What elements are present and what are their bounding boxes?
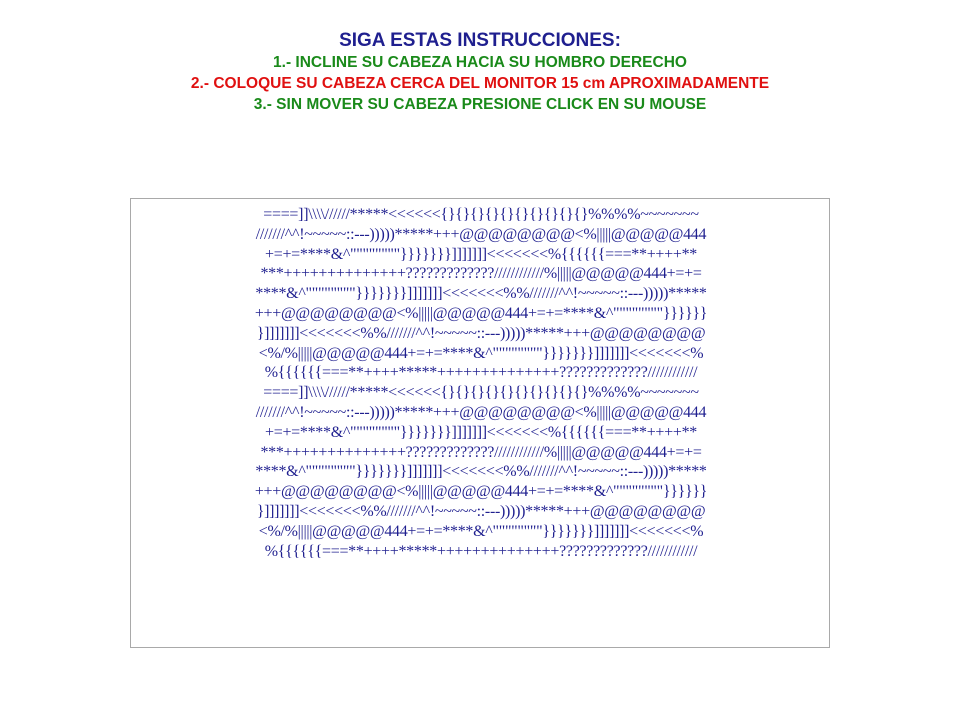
pattern-row: <%/%|||||@@@@@444+=+=****&^""""""""}}}}}}}]]]]]]]<<<<<<<% xyxy=(258,522,704,540)
instructions-block xyxy=(0,30,960,115)
illusion-pattern xyxy=(131,205,830,561)
pattern-row: +=+=****&^""""""""}}}}}}}]]]]]]]<<<<<<<%{{{{{{===**++++** xyxy=(265,245,697,263)
pattern-row: ====]]\\\\//////*****<<<<<<{}{}{}{}{}{}{}{}{}{}%%%%~~~~~~~ xyxy=(263,206,699,223)
pattern-row: ****&^""""""""}}}}}}}]]]]]]]<<<<<<<%%///////^^!~~~~~::---)))))***** xyxy=(255,463,707,481)
pattern-row: }]]]]]]]<<<<<<<%%///////^^!~~~~~::---)))))*****+++@@@@@@@@ xyxy=(256,502,706,520)
instructions-title: SIGA ESTAS INSTRUCCIONES: xyxy=(339,30,621,51)
pattern-row: +++@@@@@@@@<%|||||@@@@@444+=+=****&^""""""""}}}}}} xyxy=(254,304,708,322)
pattern-row: ====]]\\\\//////*****<<<<<<{}{}{}{}{}{}{}{}{}{}%%%%~~~~~~~ xyxy=(263,384,699,402)
pattern-row: ***++++++++++++++?????????????////////////%|||||@@@@@444+=+= xyxy=(260,443,702,461)
pattern-row: ///////^^!~~~~~::---)))))*****+++@@@@@@@@<%|||||@@@@@444 xyxy=(255,403,707,421)
pattern-row: ***++++++++++++++?????????????////////////%|||||@@@@@444+=+= xyxy=(260,265,702,283)
instruction-step-3: 3.- SIN MOVER SU CABEZA PRESIONE CLICK EN SU MOUSE xyxy=(253,96,707,113)
pattern-row: %{{{{{{===**++++*****++++++++++++++?????????????//////////// xyxy=(264,364,698,382)
instruction-step-1: 1.- INCLINE SU CABEZA HACIA SU HOMBRO DERECHO xyxy=(273,54,687,71)
pattern-row: %{{{{{{===**++++*****++++++++++++++?????????????//////////// xyxy=(264,542,698,560)
pattern-row: ****&^""""""""}}}}}}}]]]]]]]<<<<<<<%%///////^^!~~~~~::---)))))***** xyxy=(255,285,707,303)
pattern-row: <%/%|||||@@@@@444+=+=****&^""""""""}}}}}}}]]]]]]]<<<<<<<% xyxy=(258,344,704,362)
pattern-row: +=+=****&^""""""""}}}}}}}]]]]]]]<<<<<<<%{{{{{{===**++++** xyxy=(265,423,697,441)
illusion-pattern-box[interactable] xyxy=(130,198,830,648)
pattern-row: ///////^^!~~~~~::---)))))*****+++@@@@@@@@<%|||||@@@@@444 xyxy=(255,225,707,243)
pattern-row: }]]]]]]]<<<<<<<%%///////^^!~~~~~::---)))))*****+++@@@@@@@@ xyxy=(256,324,706,342)
instruction-step-2: 2.- COLOQUE SU CABEZA CERCA DEL MONITOR 15 cm APROXIMADAMENTE xyxy=(190,75,770,92)
pattern-row: +++@@@@@@@@<%|||||@@@@@444+=+=****&^""""""""}}}}}} xyxy=(254,483,708,501)
